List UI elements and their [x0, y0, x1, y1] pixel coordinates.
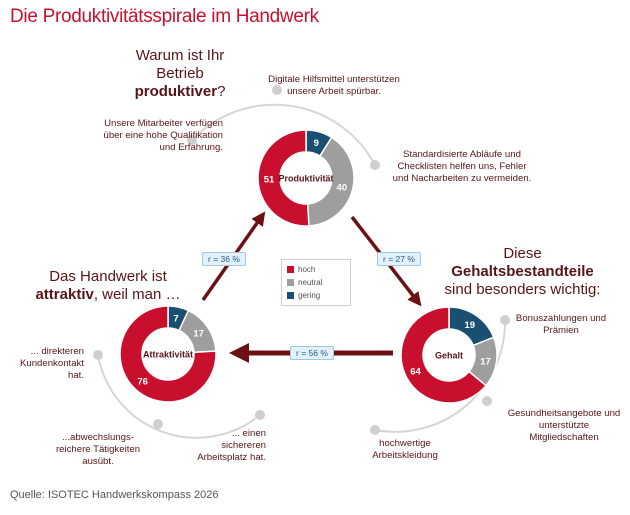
arc-dot [153, 419, 163, 429]
arc-dot [500, 315, 510, 325]
arc-dot [370, 425, 380, 435]
productivity-question: Warum ist Ihr Betrieb produktiver? [134, 47, 226, 100]
legend-swatch [287, 292, 294, 299]
donut-value-label: 19 [464, 319, 476, 331]
salary-question: Diese Gehaltsbestandteile sind besonders wichtig: [444, 245, 601, 298]
legend-swatch [287, 279, 294, 286]
donut-value-label: 40 [336, 182, 348, 194]
donut-value-label: 76 [137, 376, 148, 388]
correlation-attr-prod: r = 36 % [202, 252, 246, 266]
salary-note-bottom: hochwertige Arbeitskleidung [372, 438, 438, 461]
attractiveness-question: Das Handwerk ist attraktiv, weil man … [35, 268, 181, 303]
arc-dot [255, 410, 265, 420]
legend-swatch [287, 266, 294, 273]
donut-value-label: 64 [410, 366, 421, 378]
legend-item-hoch: hoch [287, 263, 345, 276]
correlation-salary-attr: r = 56 % [290, 346, 334, 360]
attractiveness-note-bottom-left: ...abwechslungs-reichere Tätigkeiten ausübt. [55, 432, 141, 467]
legend-item-gering: gering [287, 289, 345, 302]
salary-note-right-top: Bonuszahlungen und Prämien [515, 313, 607, 336]
donut-value-label: 51 [263, 174, 275, 186]
page-title: Die Produktivitätsspirale im Handwerk [10, 6, 319, 27]
attractiveness-note-left: ... direkteren Kundenkontakt hat. [19, 346, 84, 381]
attractiveness-note-bottom-right: ... einen sichereren Arbeitsplatz hat. [197, 428, 266, 463]
arc-dot [93, 350, 103, 360]
legend [281, 259, 351, 306]
correlation-prod-salary: r = 27 % [377, 252, 421, 266]
productivity-note-right: Standardisierte Abläufe und Checklisten helfen uns, Fehler und Nacharbeiten zu vermeiden. [392, 149, 532, 184]
donut-value-label: 17 [480, 356, 491, 368]
legend-item-neutral: neutral [287, 276, 345, 289]
source-note: Quelle: ISOTEC Handwerkskompass 2026 [10, 489, 219, 501]
arc-dot [370, 160, 380, 170]
salary-note-right-bottom: Gesundheitsangebote und unterstützte Mitgliedschaften [507, 408, 621, 443]
productivity-note-left: Unsere Mitarbeiter verfügen über eine hohe Qualifikation und Erfahrung. [103, 118, 223, 153]
donut-value-label: 17 [193, 328, 204, 340]
donut-value-label: 9 [313, 137, 319, 149]
productivity-note-top: Digitale Hilfsmittel unterstützen unsere Arbeit spürbar. [268, 74, 400, 97]
donut-center-label: Gehalt [434, 350, 464, 361]
donut-value-label: 7 [173, 313, 179, 325]
donut-center-label: Produktivität [278, 173, 334, 184]
donut-center-label: Attraktivität [142, 349, 194, 360]
arc-dot [482, 396, 492, 406]
